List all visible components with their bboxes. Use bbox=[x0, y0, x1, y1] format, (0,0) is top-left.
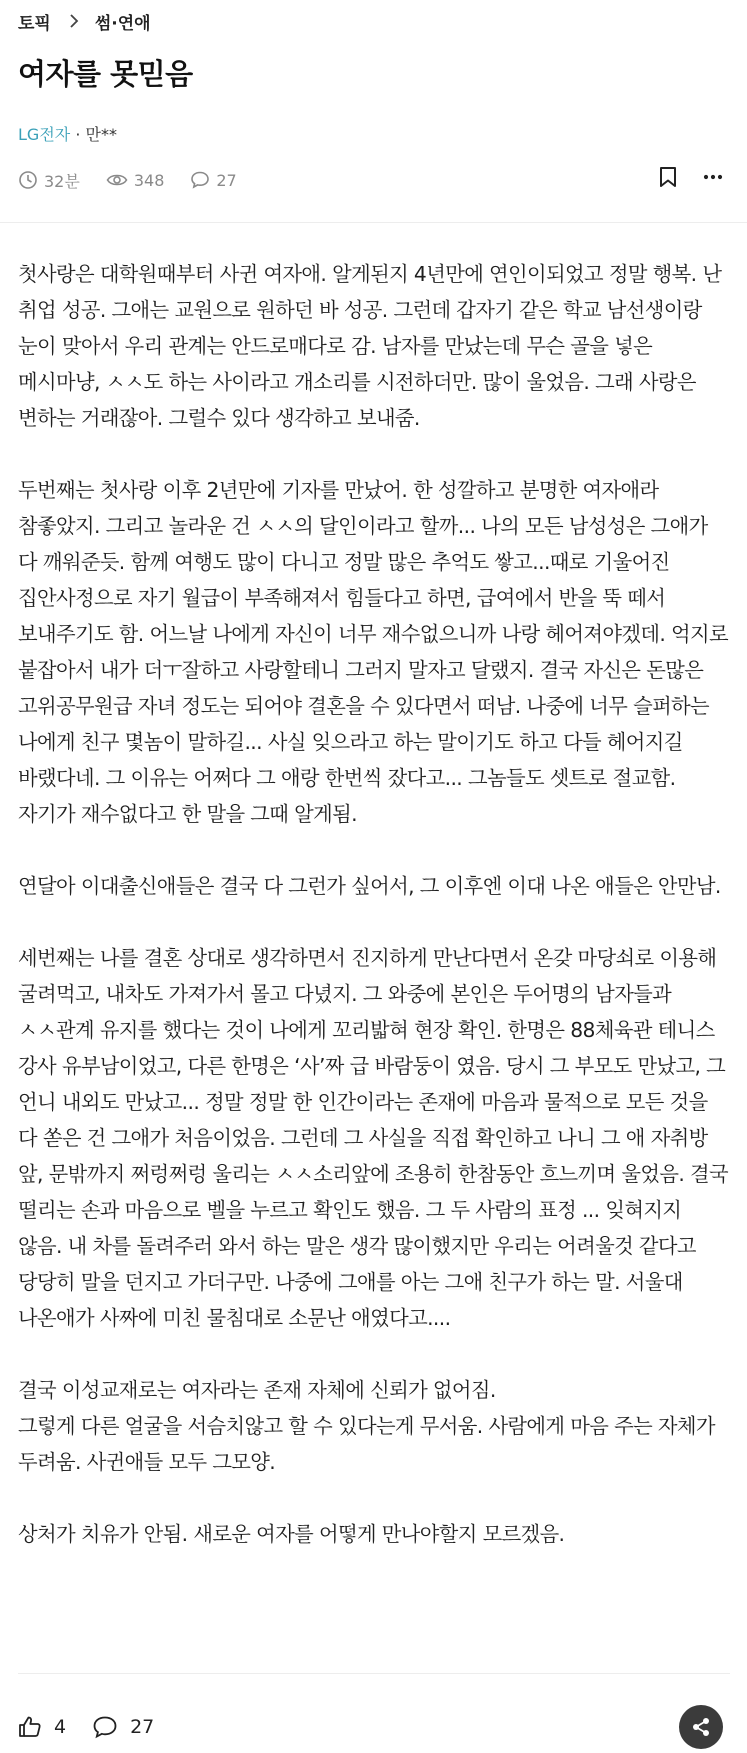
stat-comments-value: 27 bbox=[216, 170, 237, 190]
chevron-right-icon bbox=[67, 14, 81, 28]
author-company-link[interactable]: LG전자 bbox=[18, 125, 71, 144]
footer-divider bbox=[18, 1673, 730, 1674]
breadcrumb-category-link[interactable]: 썸·연애 bbox=[94, 13, 151, 34]
comment-button[interactable] bbox=[92, 1715, 154, 1739]
post-stats bbox=[18, 168, 263, 192]
post-paragraph: 두번째는 첫사랑 이후 2년만에 기자를 만났어. 한 성깔하고 분명한 여자애라 참좋았지. 그리고 놀라운 건 ㅅㅅ의 달인이라고 할까... 나의 모든 남성성은 그애가 다 깨워준듯. 함께 여행도 많이 다니고 정말 많은 추억도 쌓고...때로 기울어진 집안사정으로 자기 월급이 부족해져서 힘들다고 하면, 급여에서 반을 뚝 떼서 보내주기도 함. 어느날 나에게 자신이 너무 재수없으니까 나랑 헤어져야겠데. 억지로 붙잡아서 내가 더ㅜ잘하고 사랑할테니 그러지 말자고 달랬지. 결국 자신은 돈많은 고위공무원급 자녀 정도는 되어야 결혼을 수 있다면서 떠남. 나중에 너무 슬퍼하는 나에게 친구 몇놈이 말하길... 사실 잊으라고 하는 말이기도 하고 다들 헤어지길 바랬다네. 그 이유는 어쩌다 그 애랑 한번씩 잤다고... 그놈들도 셋트로 절교함. 자기가 재수없다고 한 말을 그때 알게됨. bbox=[18, 478, 734, 826]
post-body bbox=[18, 256, 734, 1588]
comment-icon bbox=[92, 1715, 118, 1739]
post-actions bbox=[659, 166, 723, 188]
bookmark-icon[interactable] bbox=[659, 166, 677, 188]
post-paragraph: 세번째는 나를 결혼 상대로 생각하면서 진지하게 만난다면서 온갖 마당쇠로 이용해 굴려먹고, 내차도 가져가서 몰고 다녔지. 그 와중에 본인은 두어명의 남자들과 ㅅㅅ관계 유지를 했다는 것이 나에게 꼬리밟혀 현장 확인. 한명은 88체육관 테니스 강사 유부남이었고, 다른 한명은 ‘사’짜 급 바람둥이 였음. 당시 그 부모도 만났고, 그 언니 내외도 만났고... 정말 정말 한 인간이라는 존재에 마음과 물적으로 모든 것을 다 쏟은 건 그애가 처음이었음. 그런데 그 사실을 직접 확인하고 나니 그 애 자취방 앞, 문밖까지 쩌렁쩌렁 울리는 ㅅㅅ소리앞에 조용히 한참동안 흐느끼며 울었음. 결국 떨리는 손과 마음으로 벨을 누르고 확인도 했음. 그 두 사람의 표정 ... 잊혀지지 않음. 내 차를 돌려주러 와서 하는 말은 생각 많이했지만 우리는 어려울것 같다고 당당히 말을 던지고 가더구만. 나중에 그애를 아는 그애 친구가 하는 말. 서울대 나온애가 사짜에 미친 물침대로 소문난 애였다고.... bbox=[18, 946, 734, 1330]
eye-icon bbox=[106, 170, 128, 190]
post-paragraph: 결국 이성교재로는 여자라는 존재 자체에 신뢰가 없어짐. 그렇게 다른 얼굴을 서슴치않고 할 수 있다는게 무서움. 사람에게 마음 주는 자체가 두려움. 사귄애들 모두 그모양. bbox=[18, 1378, 715, 1474]
clock-icon bbox=[18, 170, 38, 190]
thumbs-up-icon bbox=[18, 1715, 42, 1739]
header-divider bbox=[0, 222, 747, 223]
breadcrumb-topic-link[interactable]: 토픽 bbox=[18, 13, 51, 34]
post-title: 여자를 못믿음 bbox=[18, 57, 193, 91]
comment-count: 27 bbox=[130, 1716, 155, 1738]
more-icon[interactable] bbox=[703, 174, 723, 180]
author-name: 만** bbox=[85, 125, 117, 144]
stat-views bbox=[106, 170, 165, 190]
stat-comments bbox=[190, 170, 236, 190]
like-count: 4 bbox=[54, 1716, 67, 1738]
breadcrumb bbox=[18, 8, 151, 34]
like-button[interactable] bbox=[18, 1715, 66, 1739]
post-footer bbox=[18, 1710, 180, 1744]
post-paragraph: 연달아 이대출신애들은 결국 다 그런가 싶어서, 그 이후엔 이대 나온 애들은 안만남. bbox=[18, 874, 721, 898]
stat-time-value: 32분 bbox=[44, 171, 80, 191]
share-icon bbox=[690, 1716, 712, 1738]
stat-time bbox=[18, 169, 80, 192]
post-paragraph: 상처가 치유가 안됨. 새로운 여자를 어떻게 만나야할지 모르겠음. bbox=[18, 1522, 565, 1546]
share-button[interactable] bbox=[679, 1705, 723, 1749]
stat-views-value: 348 bbox=[133, 170, 165, 190]
comment-icon bbox=[190, 170, 210, 190]
author-separator: · bbox=[70, 125, 86, 144]
post-paragraph: 첫사랑은 대학원때부터 사귄 여자애. 알게된지 4년만에 연인이되었고 정말 행복. 난 취업 성공. 그애는 교원으로 원하던 바 성공. 그런데 갑자기 같은 학교 남선생이랑 눈이 맞아서 우리 관계는 안드로매다로 감. 남자를 만났는데 무슨 골을 넣은 메시마냥, ㅅㅅ도 하는 사이라고 개소리를 시전하더만. 많이 울었음. 그래 사랑은 변하는 거래잖아. 그럴수 있다 생각하고 보내줌. bbox=[18, 262, 728, 430]
author-line bbox=[18, 122, 117, 145]
